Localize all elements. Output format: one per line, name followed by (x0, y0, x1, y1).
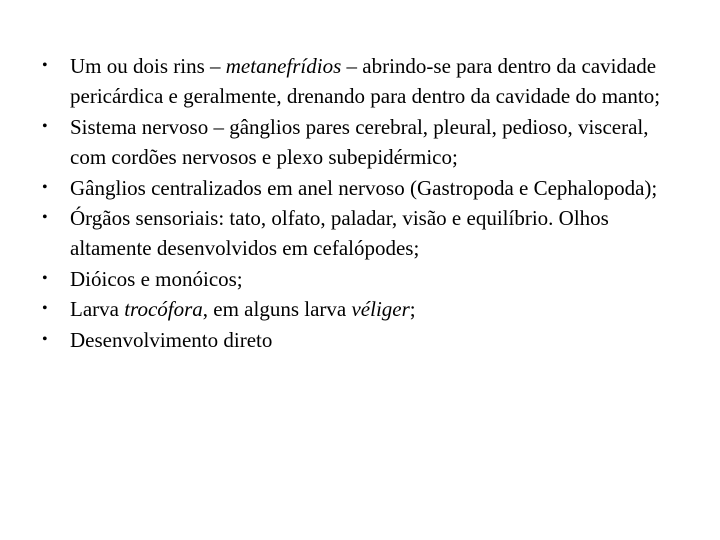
item-text (70, 54, 660, 108)
text-run: , em alguns larva (202, 297, 352, 322)
text-run: Desenvolvimento direto (70, 327, 273, 352)
bullet-icon: • (42, 269, 48, 287)
item-text (70, 328, 272, 352)
bullet-icon: • (42, 209, 48, 227)
bullet-icon: • (42, 330, 48, 348)
italic-term: trocófora (124, 297, 203, 322)
list-item (42, 203, 682, 264)
bullet-icon: • (42, 178, 48, 196)
text-run: Dióicos e monóicos; (70, 266, 243, 291)
text-run: Órgãos sensoriais: tato, olfato, paladar, visão e equilíbrio. Olhos altamente desenvolvidos em cefalópodes; (70, 206, 609, 261)
text-run: Um ou dois rins – (70, 54, 226, 78)
text-run: Sistema nervoso – gânglios pares cerebral, pleural, pedioso, visceral, com cordões nervosos e plexo subepidérmico; (70, 114, 649, 170)
item-text (70, 176, 657, 200)
italic-term: véliger (351, 297, 410, 322)
list-item (42, 264, 682, 294)
list-item (42, 325, 682, 355)
list-item (42, 112, 682, 173)
item-text (70, 115, 648, 169)
text-run: Larva (70, 297, 125, 322)
italic-term: metanefrídios (225, 54, 342, 78)
bullet-icon: • (42, 117, 48, 135)
item-text (70, 267, 243, 291)
text-run: ; (409, 297, 416, 322)
list-item (42, 294, 682, 324)
item-text (70, 297, 416, 321)
list-item (42, 51, 682, 112)
bullet-list (42, 51, 682, 355)
bullet-icon: • (42, 300, 48, 318)
bullet-icon: • (42, 57, 48, 74)
text-run: – abrindo-se para dentro da cavidade pericárdica e geralmente, drenando para dentro da cavidade do manto; (70, 54, 661, 109)
item-text (70, 206, 609, 260)
list-item (42, 173, 682, 203)
text-run: Gânglios centralizados em anel nervoso (Gastropoda e Cephalopoda); (70, 175, 658, 200)
